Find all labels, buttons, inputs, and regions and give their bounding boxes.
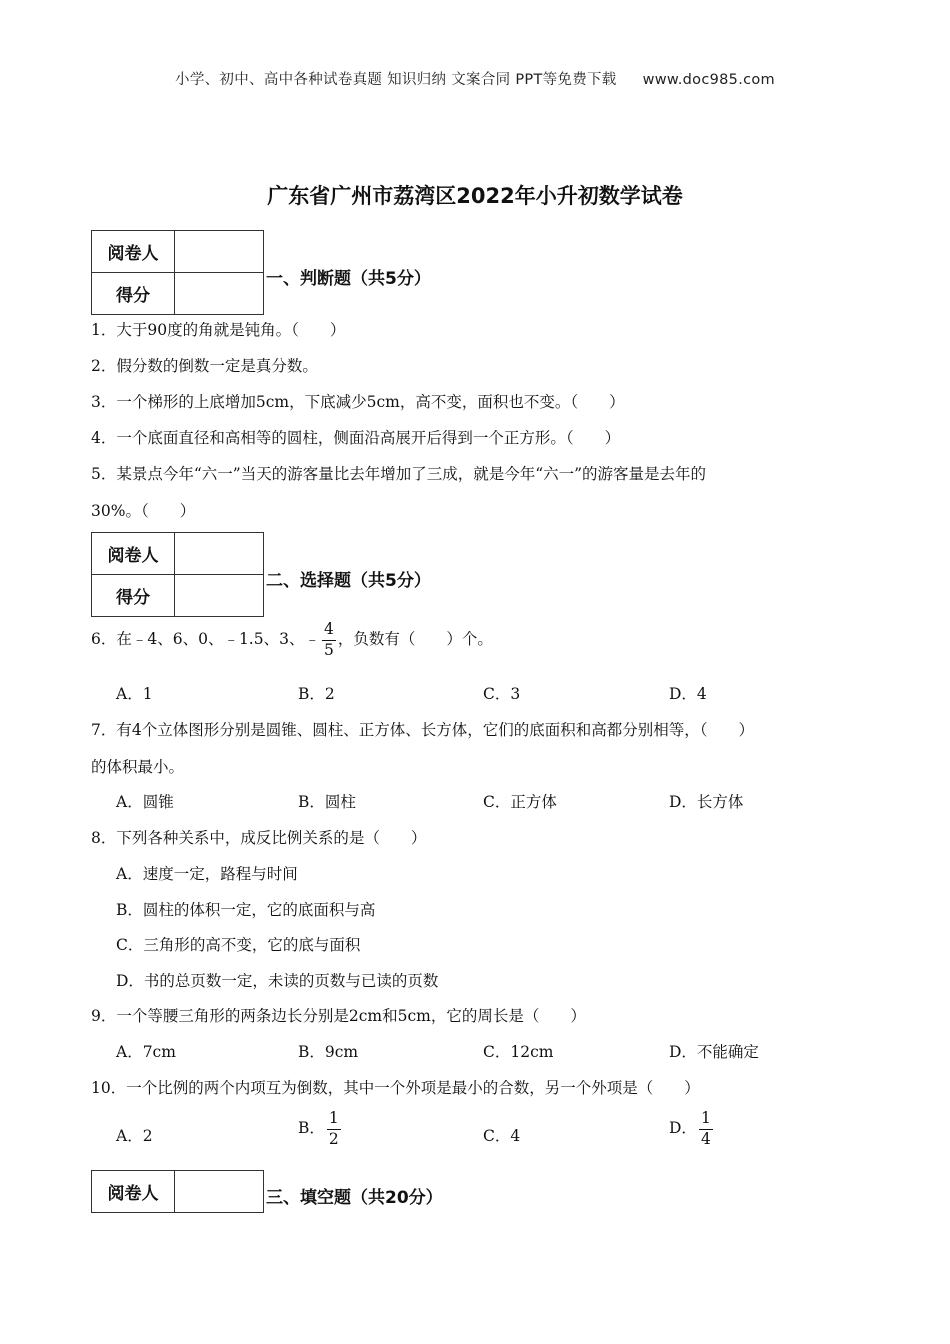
fraction-numerator: 1 (327, 1111, 341, 1130)
q9-option-d: D．不能确定 (669, 1043, 759, 1061)
q7-option-b: B．圆柱 (298, 793, 356, 811)
q10-option-c: C．4 (483, 1127, 521, 1145)
fraction-denominator: 2 (328, 1129, 339, 1148)
q8-option-c: C．三角形的高不变，它的底与面积 (116, 936, 361, 954)
question-7-line1: 7．有4个立体图形分别是圆锥、圆柱、正方体、长方体，它们的底面积和高都分别相等，（ ） (91, 721, 754, 739)
q10-option-b (298, 1111, 343, 1147)
fraction-numerator: 4 (322, 622, 336, 641)
q9-option-a: A．7cm (116, 1043, 176, 1061)
fraction (699, 1111, 713, 1147)
section-heading-3: 三、填空题（共20分） (266, 1188, 443, 1208)
header-site-link[interactable]: www.doc985.com (642, 72, 775, 88)
fraction (322, 622, 336, 658)
q7-option-c: C．正方体 (483, 793, 557, 811)
fraction-denominator: 4 (700, 1129, 711, 1148)
question-9: 9．一个等腰三角形的两条边长分别是2cm和5cm，它的周长是（ ） (91, 1007, 586, 1025)
q6-option-c: C．3 (483, 685, 521, 703)
q9-option-c: C．12cm (483, 1043, 554, 1061)
option-label: D． (669, 1119, 697, 1137)
q8-option-b: B．圆柱的体积一定，它的底面积与高 (116, 901, 376, 919)
score-table-3 (91, 1170, 264, 1213)
question-2: 2．假分数的倒数一定是真分数。 (91, 357, 318, 375)
question-8: 8．下列各种关系中，成反比例关系的是（ ） (91, 829, 427, 847)
section-heading-1: 一、判断题（共5分） (266, 269, 431, 289)
q9-option-b: B．9cm (298, 1043, 359, 1061)
q10-option-a: A．2 (116, 1127, 153, 1145)
score-table-1 (91, 230, 264, 315)
reviewer-cell (175, 231, 264, 273)
q10-option-d (669, 1111, 715, 1147)
reviewer-cell (175, 533, 264, 575)
question-7-line2: 的体积最小。 (91, 758, 185, 776)
reviewer-label: 阅卷人 (92, 231, 175, 273)
q7-option-d: D．长方体 (669, 793, 744, 811)
score-table-2 (91, 532, 264, 617)
reviewer-label: 阅卷人 (92, 533, 175, 575)
question-6-text: 6．在﹣4、6、0、﹣1.5、3、﹣ (91, 630, 320, 648)
q7-option-a: A．圆锥 (116, 793, 174, 811)
q6-option-b: B．2 (298, 685, 335, 703)
fraction (327, 1111, 341, 1147)
question-1: 1．大于90度的角就是钝角。（ ） (91, 321, 346, 339)
question-5-line2: 30%。（ ） (91, 502, 196, 520)
page-title: 广东省广州市荔湾区2022年小升初数学试卷 (267, 184, 683, 208)
question-4: 4．一个底面直径和高相等的圆柱，侧面沿高展开后得到一个正方形。（ ） (91, 429, 621, 447)
option-label: B． (298, 1119, 325, 1137)
page-header (0, 68, 950, 89)
question-3: 3．一个梯形的上底增加5cm，下底减少5cm，高不变，面积也不变。（ ） (91, 393, 625, 411)
q8-option-a: A．速度一定，路程与时间 (116, 865, 298, 883)
q6-option-d: D．4 (669, 685, 707, 703)
reviewer-label: 阅卷人 (92, 1171, 175, 1213)
question-6-text-tail: ，负数有（ ）个。 (337, 630, 493, 648)
header-text: 小学、初中、高中各种试卷真题 知识归纳 文案合同 PPT等免费下载 (175, 72, 617, 88)
q8-option-d: D．书的总页数一定，未读的页数与已读的页数 (116, 972, 439, 990)
score-cell (175, 575, 264, 617)
score-label: 得分 (92, 575, 175, 617)
q6-option-a: A．1 (116, 685, 153, 703)
question-10: 10．一个比例的两个内项互为倒数，其中一个外项是最小的合数，另一个外项是（ ） (91, 1079, 700, 1097)
section-heading-2: 二、选择题（共5分） (266, 571, 431, 591)
fraction-denominator: 5 (323, 640, 334, 659)
fraction-numerator: 1 (699, 1111, 713, 1130)
score-label: 得分 (92, 273, 175, 315)
question-6 (91, 622, 493, 658)
score-cell (175, 273, 264, 315)
reviewer-cell (175, 1171, 264, 1213)
question-5-line1: 5．某景点今年“六一”当天的游客量比去年增加了三成，就是今年“六一”的游客量是去年的 (91, 465, 707, 483)
